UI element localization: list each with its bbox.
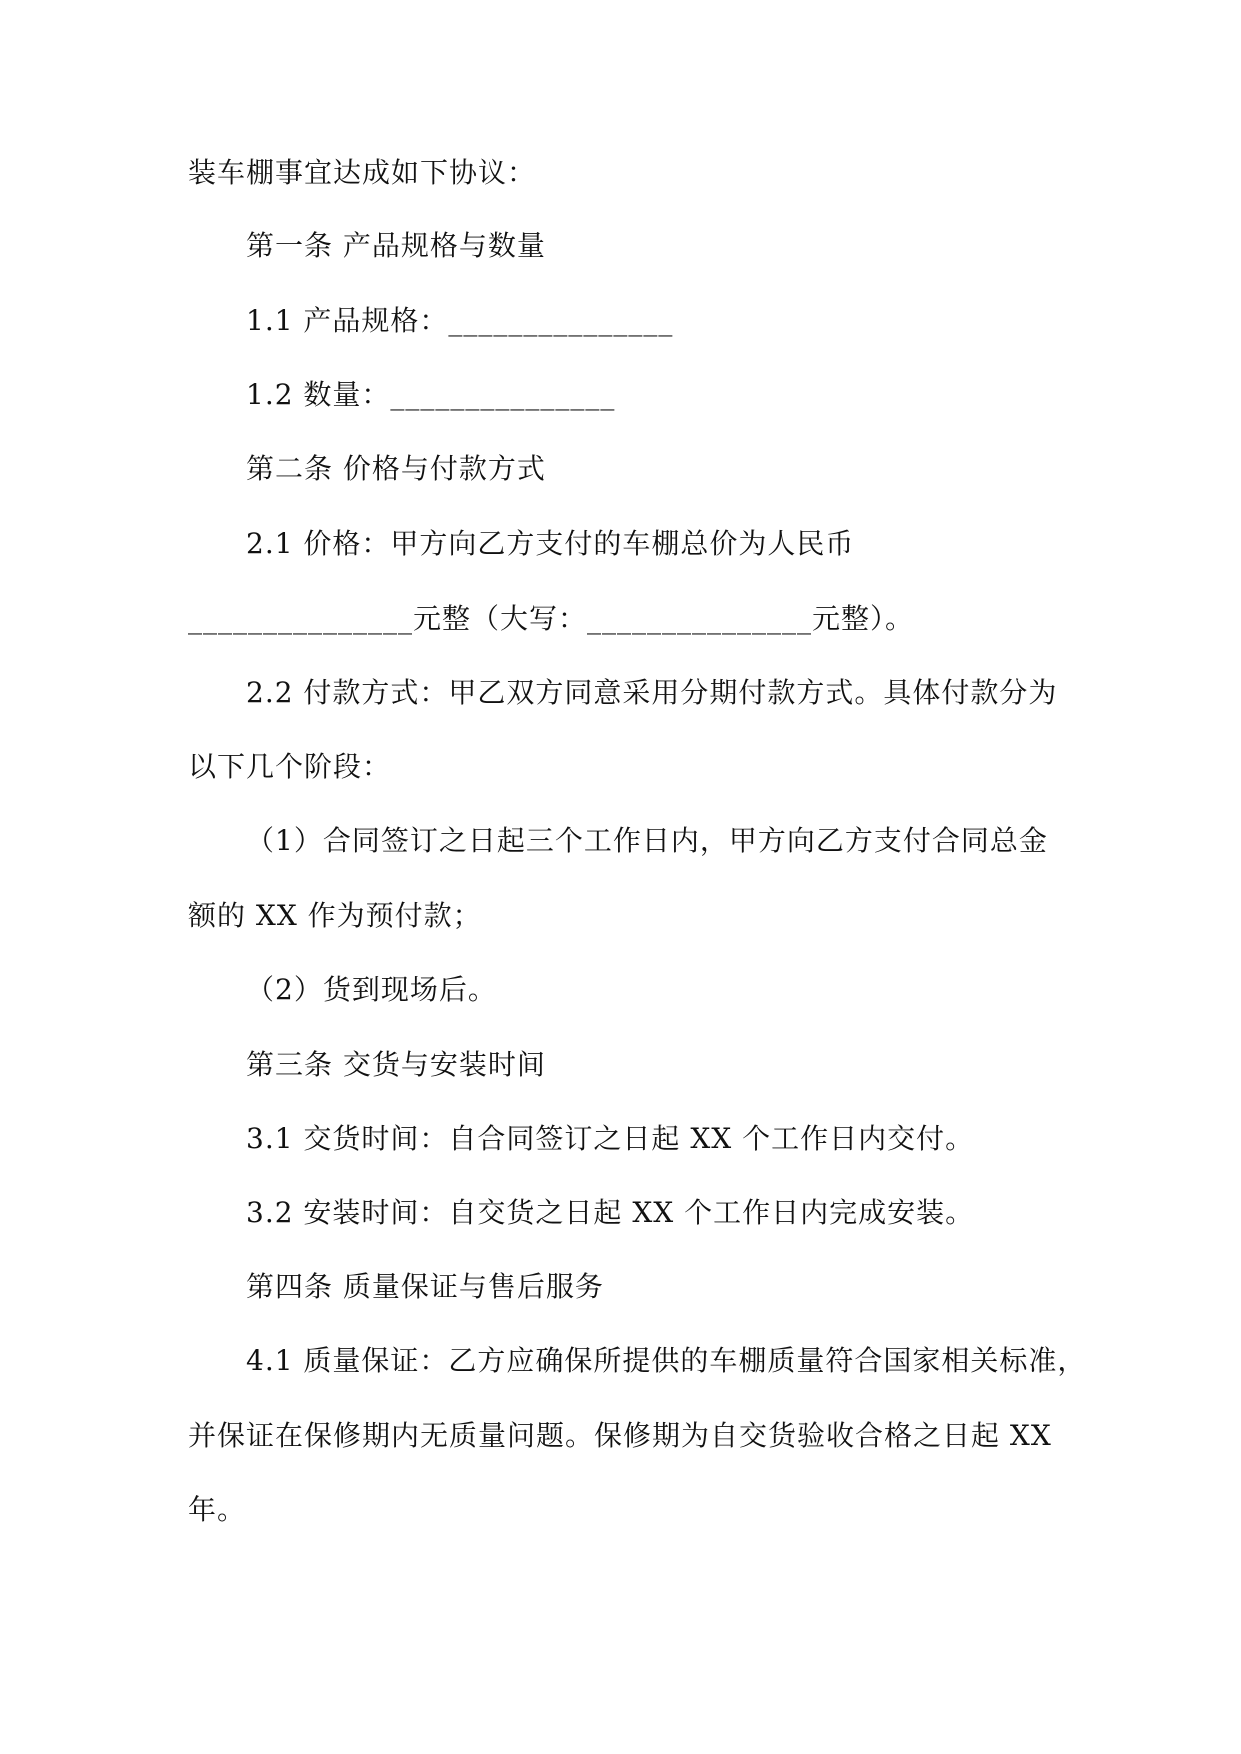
clause-4-1-continued: 并保证在保修期内无质量问题。保修期为自交货验收合格之日起 XX <box>188 1419 1052 1452</box>
clause-2-2-continued: 以下几个阶段： <box>188 750 392 783</box>
clause-2-1-continued: _______________元整（大写：_______________元整）。 <box>188 602 915 635</box>
article-heading-2: 第二条 价格与付款方式 <box>246 452 546 485</box>
paragraph-line: 装车棚事宜达成如下协议： <box>188 156 537 189</box>
clause-3-2: 3.2 安装时间：自交货之日起 XX 个工作日内完成安装。 <box>246 1196 975 1229</box>
payment-stage-2: （2）货到现场后。 <box>246 973 497 1006</box>
article-heading-1: 第一条 产品规格与数量 <box>246 229 546 262</box>
clause-1-1: 1.1 产品规格：_______________ <box>246 304 674 337</box>
clause-2-1: 2.1 价格：甲方向乙方支付的车棚总价为人民币 <box>246 527 855 560</box>
article-heading-4: 第四条 质量保证与售后服务 <box>246 1270 604 1303</box>
clause-4-1: 4.1 质量保证：乙方应确保所提供的车棚质量符合国家相关标准， <box>246 1344 1087 1377</box>
clause-2-2: 2.2 付款方式：甲乙双方同意采用分期付款方式。具体付款分为 <box>246 676 1058 709</box>
clause-4-1-end: 年。 <box>188 1493 247 1526</box>
clause-3-1: 3.1 交货时间：自合同签订之日起 XX 个工作日内交付。 <box>246 1122 975 1155</box>
payment-stage-1-continued: 额的 XX 作为预付款； <box>188 899 482 932</box>
payment-stage-1: （1）合同签订之日起三个工作日内，甲方向乙方支付合同总金 <box>246 824 1048 857</box>
article-heading-3: 第三条 交货与安装时间 <box>246 1048 546 1081</box>
clause-1-2: 1.2 数量：_______________ <box>246 378 616 411</box>
